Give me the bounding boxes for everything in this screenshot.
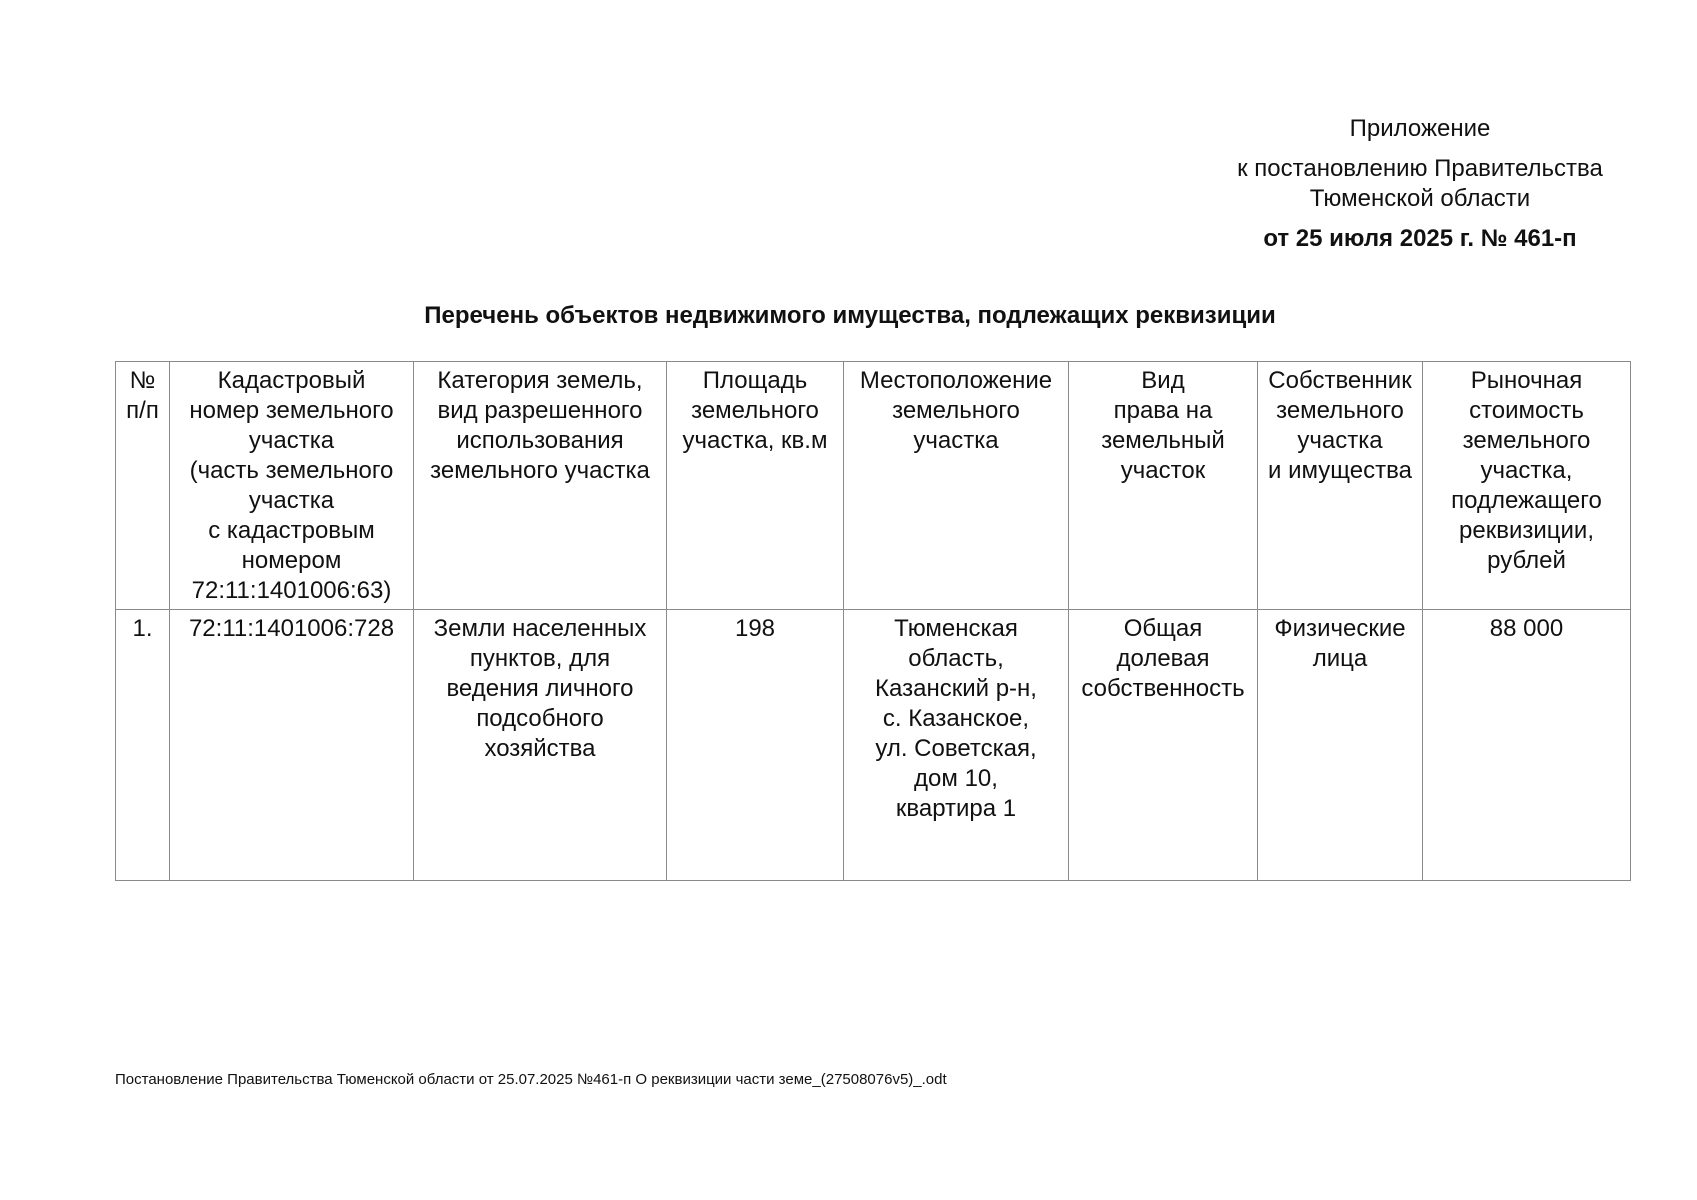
cell-right-type: Общая долевая собственность <box>1069 610 1258 881</box>
document-title: Перечень объектов недвижимого имущества, подлежащих реквизиции <box>424 302 1276 329</box>
cell-owner: Физические лица <box>1258 610 1423 881</box>
header-cadastral-number: Кадастровый номер земельного участка (часть земельного участка с кадастровым номером 72:11:1401006:63) <box>170 362 414 610</box>
cell-land-category: Земли населенных пунктов, для ведения личного подсобного хозяйства <box>414 610 667 881</box>
header-location: Местоположение земельного участка <box>844 362 1069 610</box>
table-row <box>116 610 1631 881</box>
footer-file-reference: Постановление Правительства Тюменской области от 25.07.2025 №461-п О реквизиции части земе_(27508076v5)_.odt <box>115 1071 947 1088</box>
header-area: Площадь земельного участка, кв.м <box>667 362 844 610</box>
appendix-title: Приложение <box>1349 115 1491 142</box>
cell-area: 198 <box>667 610 844 881</box>
appendix-reference: к постановлению Правительства Тюменской области <box>1237 155 1603 212</box>
header-owner: Собственник земельного участка и имущества <box>1258 362 1423 610</box>
appendix-block <box>1160 114 1680 254</box>
appendix-date-number: от 25 июля 2025 г. № 461-п <box>1263 225 1577 252</box>
cell-cadastral-number: 72:11:1401006:728 <box>170 610 414 881</box>
header-number: № п/п <box>116 362 170 610</box>
cell-location: Тюменская область, Казанский р-н, с. Казанское, ул. Советская, дом 10, квартира 1 <box>844 610 1069 881</box>
cell-market-value: 88 000 <box>1423 610 1631 881</box>
cell-number: 1. <box>116 610 170 881</box>
property-table <box>115 361 1631 881</box>
header-right-type: Вид права на земельный участок <box>1069 362 1258 610</box>
table-header-row <box>116 362 1631 610</box>
header-market-value: Рыночная стоимость земельного участка, подлежащего реквизиции, рублей <box>1423 362 1631 610</box>
header-land-category: Категория земель, вид разрешенного использования земельного участка <box>414 362 667 610</box>
